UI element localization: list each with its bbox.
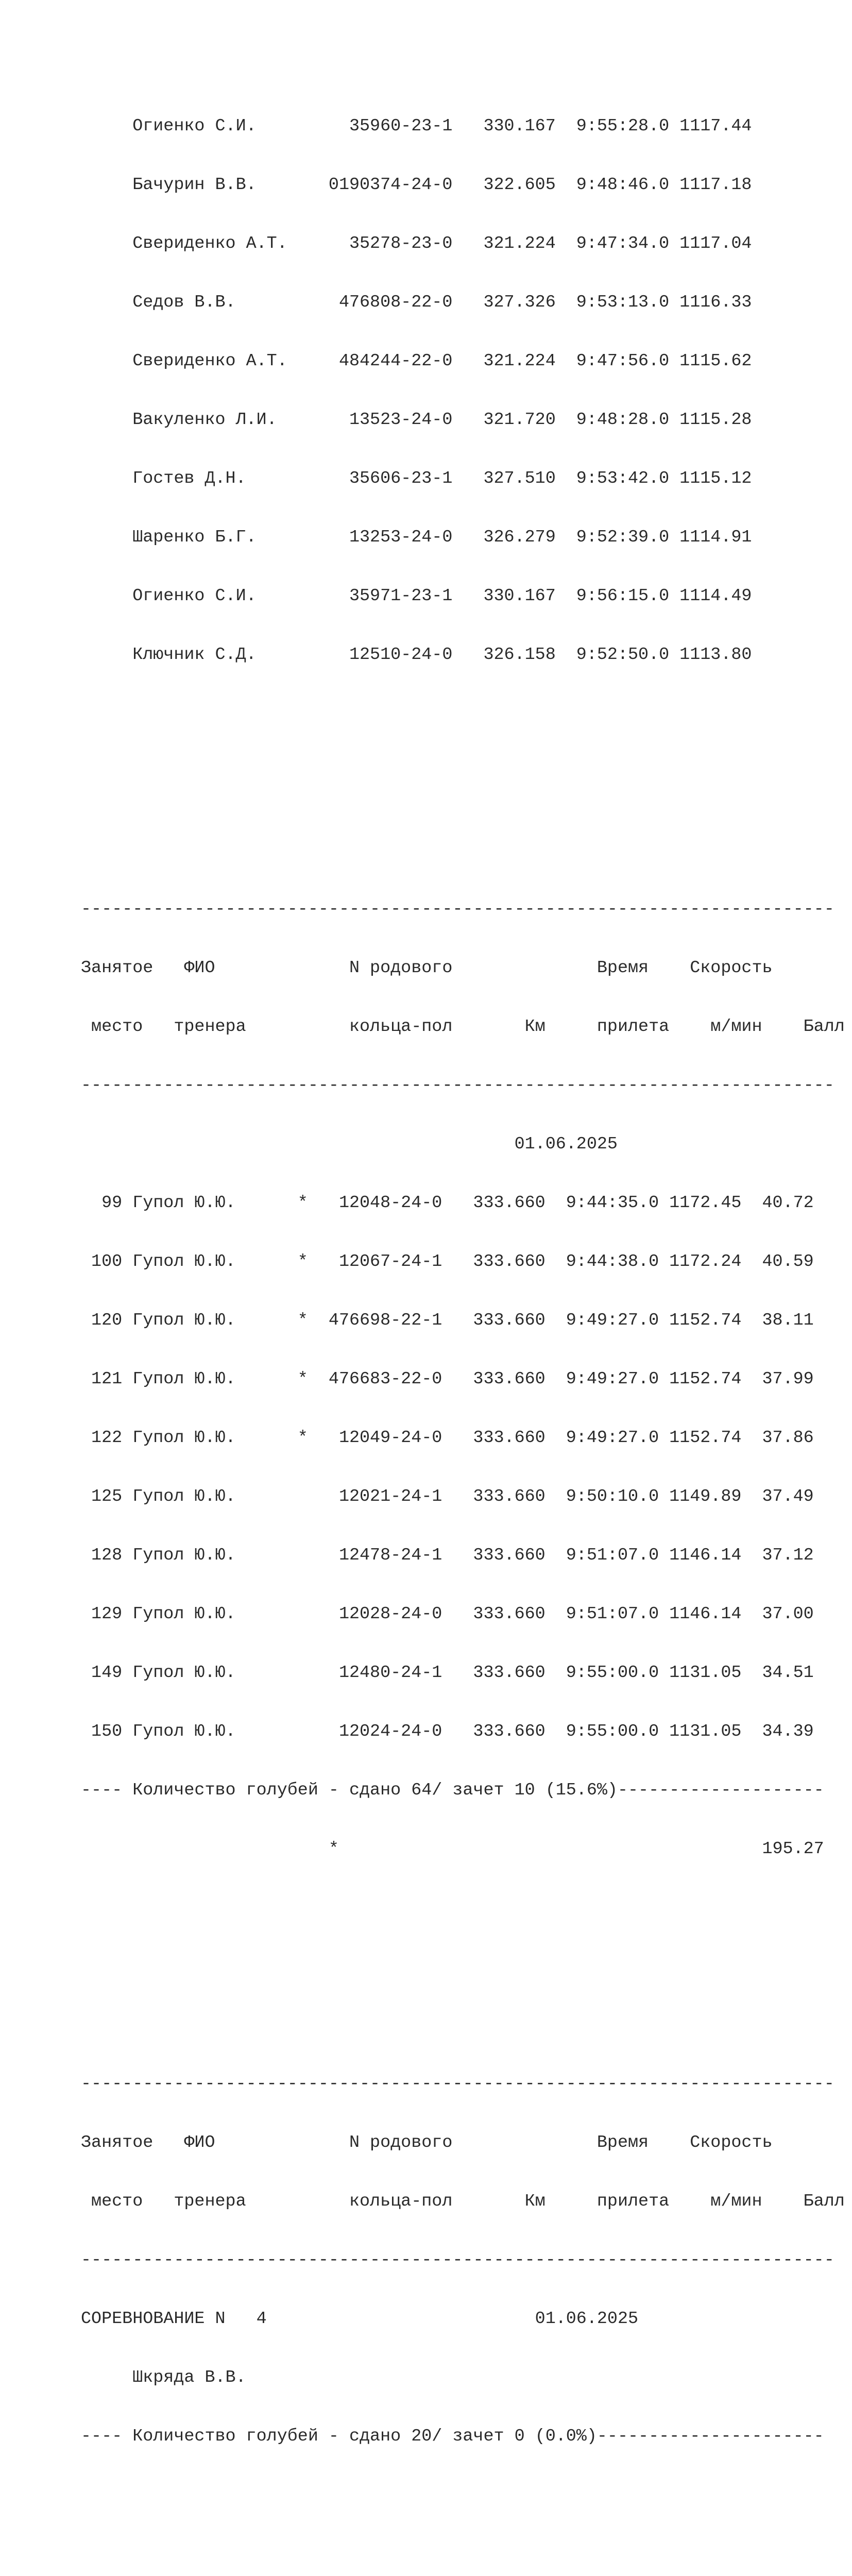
column-header-line-2: место тренера кольца-пол Км прилета м/мин Балл	[81, 2192, 845, 2211]
result-row: Гостев Д.Н. 35606-23-1 327.510 9:53:42.0 1115.12	[81, 469, 752, 488]
summary-line: ---- Количество голубей - сдано 64/ зачет 10 (15.6%)--------------------	[81, 1781, 824, 1800]
competition-line: СОРЕВНОВАНИЕ N 4 01.06.2025	[81, 2309, 639, 2329]
table-row: 149 Гупол Ю.Ю. 12480-24-1 333.660 9:55:00.0 1131.05 34.51	[81, 1663, 814, 1683]
table-row: 100 Гупол Ю.Ю. * 12067-24-1 333.660 9:44:38.0 1172.24 40.59	[81, 1252, 814, 1272]
result-row: Огиенко С.И. 35960-23-1 330.167 9:55:28.0 1117.44	[81, 116, 752, 136]
result-row: Бачурин В.В. 0190374-24-0 322.605 9:48:46.0 1117.18	[81, 175, 752, 195]
column-header-line-1: Занятое ФИО N родового Время Скорость	[81, 2133, 773, 2153]
total-line: * 195.27	[81, 1839, 824, 1859]
column-header-line-2: место тренера кольца-пол Км прилета м/мин Балл	[81, 1017, 845, 1037]
table-row: 122 Гупол Ю.Ю. * 12049-24-0 333.660 9:49:27.0 1152.74 37.86	[81, 1428, 814, 1448]
result-row: Седов В.В. 476808-22-0 327.326 9:53:13.0 1116.33	[81, 293, 752, 312]
section-1	[81, 860, 845, 1898]
result-row: Вакуленко Л.И. 13523-24-0 321.720 9:48:28.0 1115.28	[81, 410, 752, 430]
results-document	[81, 38, 845, 2576]
column-header-line-1: Занятое ФИО N родового Время Скорость	[81, 958, 773, 978]
table-row: 121 Гупол Ю.Ю. * 476683-22-0 333.660 9:49:27.0 1152.74 37.99	[81, 1369, 814, 1389]
table-row: 129 Гупол Ю.Ю. 12028-24-0 333.660 9:51:07.0 1146.14 37.00	[81, 1604, 814, 1624]
result-row: Огиенко С.И. 35971-23-1 330.167 9:56:15.0 1114.49	[81, 586, 752, 606]
rule-line: -------------------------------------------------------------------------	[81, 2074, 834, 2094]
summary-line: ---- Количество голубей - сдано 20/ зачет 0 (0.0%)----------------------	[81, 2427, 824, 2446]
result-row: Свериденко А.Т. 35278-23-0 321.224 9:47:34.0 1117.04	[81, 234, 752, 253]
trainer-line: Шкряда В.В.	[81, 2368, 246, 2387]
table-row: 150 Гупол Ю.Ю. 12024-24-0 333.660 9:55:00.0 1131.05 34.39	[81, 1722, 814, 1741]
table-row: 99 Гупол Ю.Ю. * 12048-24-0 333.660 9:44:35.0 1172.45 40.72	[81, 1193, 814, 1213]
top-results-block	[81, 77, 845, 704]
result-row: Ключник С.Д. 12510-24-0 326.158 9:52:50.0 1113.80	[81, 645, 752, 665]
table-row: 128 Гупол Ю.Ю. 12478-24-1 333.660 9:51:07.0 1146.14 37.12	[81, 1546, 814, 1565]
date-line: 01.06.2025	[81, 1134, 618, 1154]
result-row: Шаренко Б.Г. 13253-24-0 326.279 9:52:39.0 1114.91	[81, 528, 752, 547]
rule-line: -------------------------------------------------------------------------	[81, 2250, 834, 2270]
result-row: Свериденко А.Т. 484244-22-0 321.224 9:47:56.0 1115.62	[81, 351, 752, 371]
rule-line: -------------------------------------------------------------------------	[81, 900, 834, 919]
rule-line: -------------------------------------------------------------------------	[81, 1076, 834, 1095]
table-row: 125 Гупол Ю.Ю. 12021-24-1 333.660 9:50:10.0 1149.89 37.49	[81, 1487, 814, 1506]
table-row: 120 Гупол Ю.Ю. * 476698-22-1 333.660 9:49:27.0 1152.74 38.11	[81, 1311, 814, 1330]
section-2	[81, 2035, 845, 2485]
